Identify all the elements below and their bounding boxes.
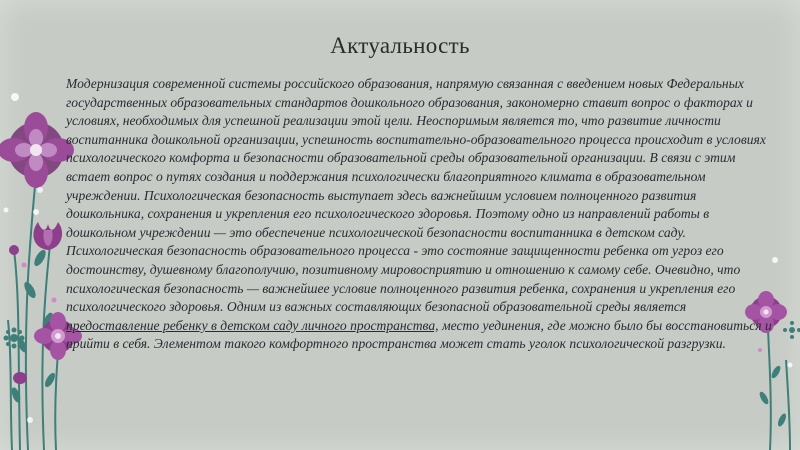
slide-title: Актуальность: [330, 33, 470, 58]
paragraph-text-part1: Модернизация современной системы российского образования, напрямую связанная с введением новых Федеральных государственных образовательных стандартов дошкольного образования, закономерно ставит вопрос о факторах и условиях, необходимых для успешной реализации этой цели. Неоспоримым является то, что развитие личности воспитанника дошкольной организации, успешность воспитательно-образовательного процесса происходит в условиях психологического комфорта и безопасности образовательной среды образовательной организации. В связи с этим встает вопрос о путях создания и поддержания психологически благоприятного климата в образовательном учреждении. Психологическая безопасность выступает здесь важнейшим условием полноценного развития дошкольника, сохранения и укрепления его психологического здоровья. Поэтому одно из направлений работы в дошкольном учреждении — это обеспечение психологической безопасности воспитанника в детском саду. Психологическая безопасность образовательного процесса - это состояние защищенности ребенка от угроз его достоинству, душевному благополучию, позитивному мировосприятию и отношению к самому себе. Очевидно, что психологическая безопасность — важнейшее условие полноценного развития ребенка, сохранения и укрепления его психологического здоровья. Одним из важных составляющих безопасной образовательной среды является: [66, 76, 766, 315]
paragraph-text-part2: место уединения, где можно было бы восстановиться и прийти в себя. Элементом такого комфортного пространства может стать уголок психологической разгрузки.: [66, 317, 772, 352]
right-leaves: [758, 364, 788, 427]
body-paragraph: [66, 75, 774, 354]
teal-flower-right-icon: [783, 321, 800, 339]
left-stems: [8, 175, 60, 450]
tulip-flower-left: [33, 222, 62, 250]
big-flower-top-left: [0, 112, 74, 188]
teal-flower-icon: [4, 328, 25, 349]
paragraph-underlined-phrase: предоставление ребенку в детском саду личного пространства,: [66, 317, 439, 333]
